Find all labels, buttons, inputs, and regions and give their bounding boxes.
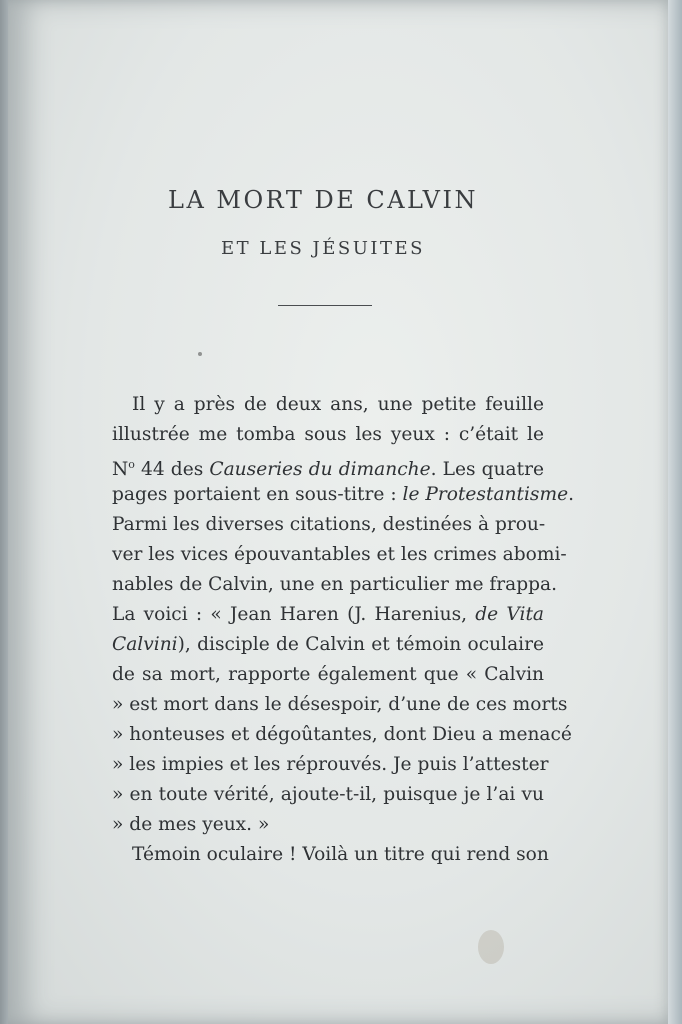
- book-page: [8, 0, 670, 1024]
- text-line-2: illustrée me tomba sous les yeux : c’était le: [112, 424, 544, 445]
- text-line-16: Témoin oculaire ! Voilà un titre qui rend son: [132, 844, 549, 865]
- text-line-4: pages portaient en sous-titre : le Protestantisme.: [112, 484, 575, 505]
- title-rule: [278, 305, 372, 306]
- text-line-14: » en toute vérité, ajoute-t-il, puisque je l’ai vu: [112, 784, 544, 805]
- text-line-7: nables de Calvin, une en particulier me frappa.: [112, 574, 558, 595]
- text-line-5: Parmi les diverses citations, destinées à prou-: [112, 514, 546, 535]
- text-line-15: » de mes yeux. »: [112, 814, 270, 835]
- body-text: [112, 390, 575, 870]
- chapter-subtitle: ET LES JÉSUITES: [221, 238, 425, 259]
- text-line-1: Il y a près de deux ans, une petite feuille: [132, 394, 544, 415]
- page-edge: [668, 0, 682, 1024]
- text-line-3: $N^o$ 44 des Causeries du dimanche. Les quatre: [112, 458, 545, 481]
- paper-stain: [478, 930, 504, 964]
- paper-speck: [198, 352, 202, 356]
- text-line-10: de sa mort, rapporte également que « Calvin: [112, 664, 544, 685]
- text-line-11: » est mort dans le désespoir, d’une de ces morts: [112, 694, 568, 715]
- text-line-13: » les impies et les réprouvés. Je puis l’attester: [112, 754, 549, 775]
- chapter-title: LA MORT DE CALVIN: [168, 186, 478, 214]
- text-line-9: Calvini), disciple de Calvin et témoin oculaire: [112, 634, 544, 655]
- text-line-8: La voici : « Jean Haren (J. Harenius, de Vita: [112, 604, 544, 625]
- text-line-6: ver les vices épouvantables et les crimes abomi-: [112, 544, 567, 565]
- text-line-12: » honteuses et dégoûtantes, dont Dieu a menacé: [112, 724, 572, 745]
